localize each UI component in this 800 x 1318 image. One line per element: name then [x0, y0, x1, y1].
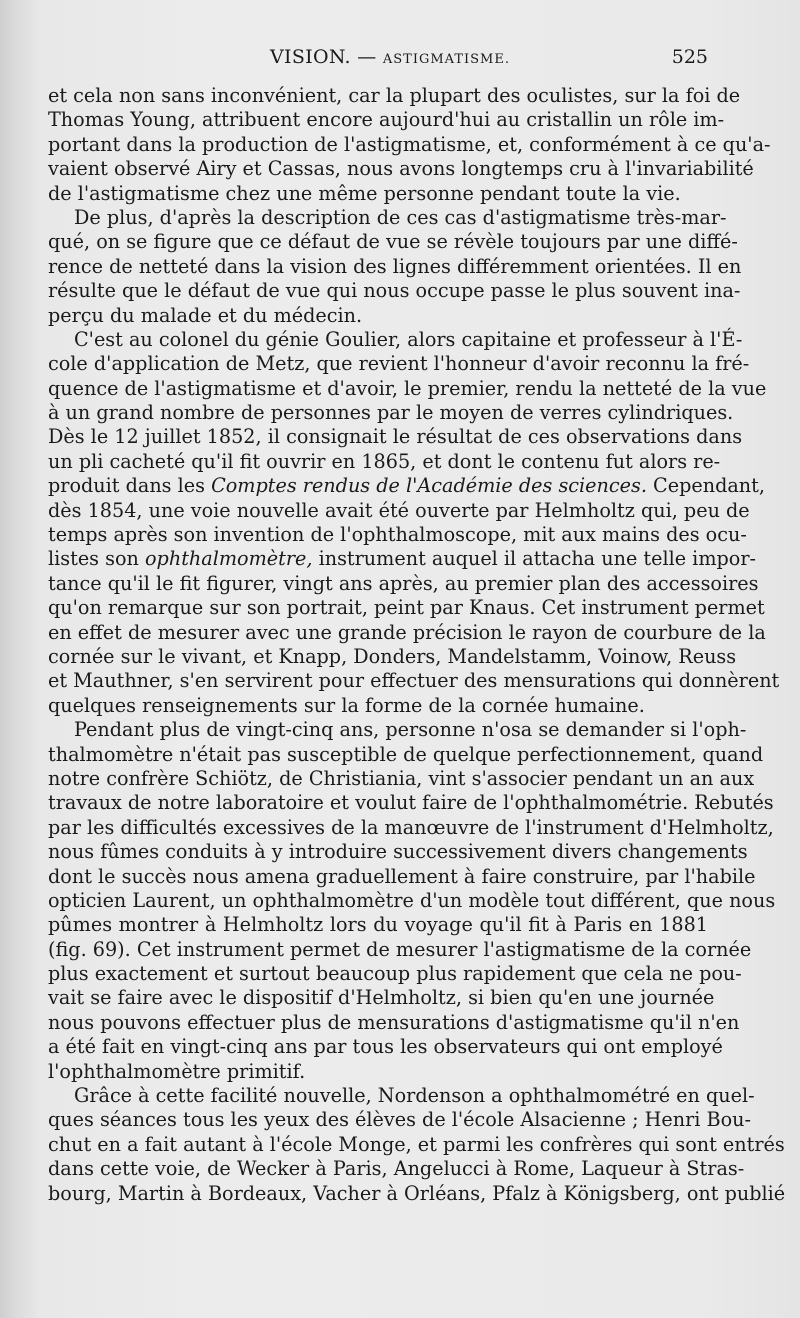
text-line: résulte que le défaut de vue qui nous occupe passe le plus souvent ina- — [48, 279, 741, 303]
text-line: Grâce à cette facilité nouvelle, Nordenson a ophthalmométré en quel- — [74, 1084, 755, 1108]
text-line: vait se faire avec le dispositif d'Helmholtz, si bien qu'en une journée — [48, 986, 715, 1010]
running-title-main: VISION. — — [270, 46, 383, 68]
text-line: C'est au colonel du génie Goulier, alors capitaine et professeur à l'É- — [74, 327, 743, 351]
text-line: par les difficultés excessives de la manœuvre de l'instrument d'Helmholtz, — [48, 815, 774, 839]
text-line: rence de netteté dans la vision des lignes différemment orientées. Il en — [48, 254, 742, 278]
text-line: De plus, d'après la description de ces cas d'astigmatisme très-mar- — [74, 205, 727, 229]
text-line: ques séances tous les yeux des élèves de l'école Alsacienne ; Henri Bou- — [48, 1108, 752, 1132]
text-line: dont le succès nous amena graduellement à faire construire, par l'habile — [48, 864, 756, 888]
paragraph — [48, 1084, 786, 1206]
paragraph — [48, 718, 776, 1084]
text-line: travaux de notre laboratoire et voulut faire de l'ophthalmométrie. Rebutés — [48, 791, 774, 815]
text-line: Dès le 12 juillet 1852, il consignait le résultat de ces observations dans — [48, 425, 743, 449]
paragraph — [48, 205, 742, 328]
text-line: dans cette voie, de Wecker à Paris, Angelucci à Rome, Laqueur à Stras- — [48, 1157, 745, 1181]
paragraph — [48, 327, 780, 718]
text-line: pûmes montrer à Helmholtz lors du voyage qu'il fit à Paris en 1881 — [48, 913, 708, 937]
text-line: quelques renseignements sur la forme de la cornée humaine. — [48, 693, 645, 717]
text-line: cole d'application de Metz, que revient l'honneur d'avoir reconnu la fré- — [48, 352, 750, 376]
text-line: thalmomètre n'était pas susceptible de quelque perfectionnement, quand — [48, 742, 764, 766]
text-line: temps après son invention de l'ophthalmoscope, mit aux mains des ocu- — [48, 523, 747, 547]
text-line: nous fûmes conduits à y introduire successivement divers changements — [48, 840, 748, 864]
text-line: a été fait en vingt-cinq ans par tous les observateurs qui ont employé — [48, 1035, 723, 1059]
text-line: tance qu'il le fit figurer, vingt ans après, au premier plan des accessoires — [48, 571, 759, 595]
text-line: bourg, Martin à Bordeaux, Vacher à Orléans, Pfalz à Königsberg, ont publié — [48, 1181, 786, 1205]
text-line: dès 1854, une voie nouvelle avait été ouverte par Helmholtz qui, peu de — [48, 498, 750, 522]
italic-title: Comptes rendus de l'Académie des sciences. — [211, 474, 647, 498]
text-line: listes son ophthalmomètre, instrument auquel il attacha une telle impor- — [48, 547, 757, 571]
text-line: portant dans la production de l'astigmatisme, et, conformément à ce qu'a- — [48, 132, 771, 156]
text-line: de l'astigmatisme chez une même personne pendant toute la vie. — [48, 181, 681, 205]
text-line: l'ophthalmomètre primitif. — [48, 1059, 306, 1083]
text-line: quence de l'astigmatisme et d'avoir, le premier, rendu la netteté de la vue — [48, 376, 767, 400]
text-line: plus exactement et surtout beaucoup plus rapidement que cela ne pou- — [48, 962, 742, 986]
text-line: opticien Laurent, un ophthalmomètre d'un modèle tout différent, que nous — [48, 888, 776, 912]
text-line: (fig. 69). Cet instrument permet de mesurer l'astigmatisme de la cornée — [48, 937, 752, 961]
text-line: à un grand nombre de personnes par le moyen de verres cylindriques. — [48, 401, 734, 425]
body-text — [48, 84, 786, 1206]
text-line: un pli cacheté qu'il fit ouvrir en 1865, et dont le contenu fut alors re- — [48, 449, 721, 473]
text-line: et Mauthner, s'en servirent pour effectuer des mensurations qui donnèrent — [48, 669, 780, 693]
italic-title: ophthalmomètre, — [145, 547, 313, 571]
text-line: et cela non sans inconvénient, car la plupart des oculistes, sur la foi de — [48, 84, 741, 107]
text-line: nous pouvons effectuer plus de mensurations d'astigmatisme qu'il n'en — [48, 1010, 740, 1034]
text-line: Pendant plus de vingt-cinq ans, personne n'osa se demander si l'oph- — [74, 718, 747, 742]
text-line: chut en a fait autant à l'école Monge, et parmi les confrères qui sont entrés — [48, 1132, 785, 1156]
running-title-small: ASTIGMATISME. — [382, 52, 510, 67]
text-line: notre confrère Schiötz, de Christiania, vint s'associer pendant un an aux — [48, 766, 755, 790]
text-line: qu'on remarque sur son portrait, peint par Knaus. Cet instrument permet — [48, 596, 765, 620]
text-line: produit dans les Comptes rendus de l'Académie des sciences. Cependant, — [48, 474, 765, 498]
page-number: 525 — [671, 46, 708, 68]
running-title — [270, 46, 510, 68]
text-line: en effet de mesurer avec une grande précision le rayon de courbure de la — [48, 620, 766, 644]
text-line: cornée sur le vivant, et Knapp, Donders, Mandelstamm, Voinow, Reuss — [48, 644, 737, 668]
text-line: vaient observé Airy et Cassas, nous avons longtemps cru à l'invariabilité — [48, 157, 754, 181]
paragraph — [48, 84, 771, 206]
text-line: perçu du malade et du médecin. — [48, 303, 363, 327]
text-line: qué, on se figure que ce défaut de vue se révèle toujours par une diffé- — [48, 230, 738, 254]
text-line: Thomas Young, attribuent encore aujourd'hui au cristallin un rôle im- — [48, 108, 725, 132]
running-header — [48, 46, 708, 74]
